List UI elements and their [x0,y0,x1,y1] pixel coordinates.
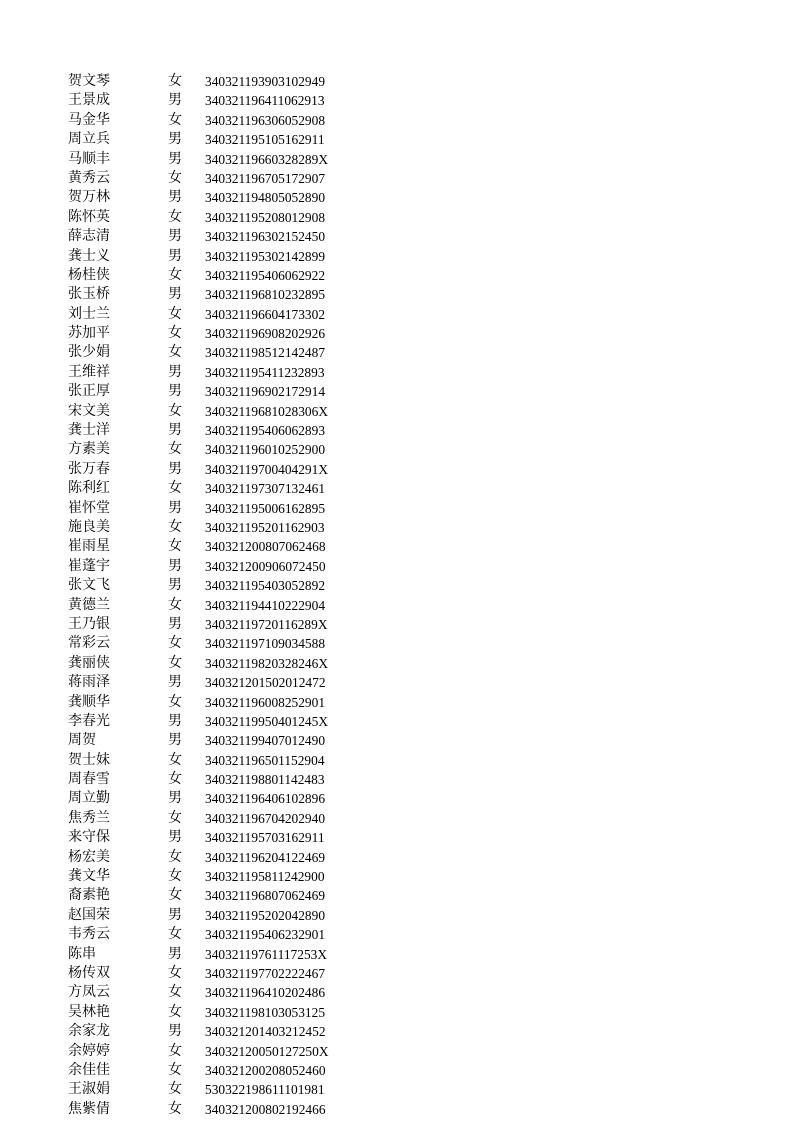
gender-cell: 男 [168,712,182,729]
gender-cell: 男 [168,945,182,962]
id-number-cell: 340321193903102949 [205,74,326,89]
name-cell: 黄秀云 [68,169,110,186]
name-cell: 常彩云 [68,635,110,652]
id-number-cell: 340321195406062893 [205,423,326,439]
id-number-cell: 340321196501152904 [205,752,325,768]
name-cell: 李春光 [68,712,110,729]
id-number-cell: 340321196604173302 [205,306,326,322]
id-number-cell: 340321196410202486 [205,985,326,1001]
gender-cell: 男 [168,383,182,400]
name-cell: 崔雨星 [68,538,110,555]
gender-cell: 女 [168,518,182,535]
id-number-cell: 340321196406102896 [205,791,326,807]
id-number-cell: 340321195202042890 [205,907,326,923]
id-number-cell: 340321196010252900 [205,442,326,458]
gender-cell: 男 [168,829,182,846]
id-number-cell: 340321196705172907 [205,170,326,186]
gender-cell: 女 [168,868,182,885]
gender-cell: 女 [168,1100,182,1117]
name-cell: 黄德兰 [68,596,110,613]
id-number-cell: 34032119820328246X [205,655,328,671]
name-cell: 崔蓬宇 [68,557,110,574]
id-number-cell: 340321197109034588 [205,636,326,652]
id-number-cell: 340321195105162911 [205,132,325,148]
name-cell: 龚士义 [68,247,110,264]
gender-cell: 男 [168,150,182,167]
id-number-cell: 340321195411232893 [205,364,325,380]
id-number-cell: 34032119950401245X [205,713,328,729]
id-number-cell: 340321194805052890 [205,190,326,206]
name-cell: 方素美 [68,441,110,458]
gender-cell: 女 [168,654,182,671]
id-number-cell: 340321200807062468 [205,539,326,555]
id-number-cell: 34032119660328289X [205,151,328,167]
id-number-cell: 340321200906072450 [205,558,326,574]
id-number-cell: 34032120050127250X [205,1043,329,1059]
gender-cell: 女 [168,1042,182,1059]
gender-cell: 男 [168,460,182,477]
name-cell: 施良美 [68,518,110,535]
id-number-cell: 340321196411062913 [205,93,325,109]
gender-cell: 女 [168,964,182,981]
gender-cell: 女 [168,771,182,788]
gender-cell: 男 [168,674,182,691]
gender-cell: 女 [168,809,182,826]
id-number-cell: 34032119720116289X [205,616,328,632]
id-number-cell: 340321196302152450 [205,229,326,245]
name-cell: 杨宏美 [68,848,110,865]
gender-cell: 女 [168,848,182,865]
id-number-cell: 340321200802192466 [205,1101,326,1117]
gender-cell: 女 [168,480,182,497]
name-cell: 贺士妹 [68,751,110,768]
id-number-cell: 340321195208012908 [205,209,326,225]
gender-cell: 男 [168,131,182,148]
name-cell: 周立兵 [68,131,110,148]
gender-cell: 女 [168,441,182,458]
name-cell: 陈利红 [68,480,110,497]
id-number-cell: 340321196902172914 [205,384,326,400]
gender-cell: 女 [168,266,182,283]
id-number-cell: 340321196908202926 [205,326,326,342]
name-cell: 焦秀兰 [68,809,110,826]
id-number-cell: 340321195201162903 [205,519,325,535]
name-cell: 龚文华 [68,868,110,885]
id-number-cell: 340321201502012472 [205,675,326,691]
gender-cell: 男 [168,790,182,807]
gender-cell: 女 [168,887,182,904]
gender-cell: 男 [168,557,182,574]
name-cell: 王维祥 [68,363,110,380]
gender-cell: 男 [168,92,182,109]
name-cell: 王淑娟 [68,1081,110,1098]
id-number-cell: 34032119761117253X [205,946,327,962]
id-number-cell: 340321196704202940 [205,810,326,826]
id-number-cell: 34032119700404291X [205,461,328,477]
name-cell: 张玉桥 [68,286,110,303]
gender-cell: 男 [168,247,182,264]
id-number-cell: 340321198512142487 [205,345,326,361]
id-number-cell: 340321201403212452 [205,1024,326,1040]
gender-cell: 女 [168,111,182,128]
gender-cell: 男 [168,499,182,516]
name-cell: 吴林艳 [68,1003,110,1020]
gender-cell: 女 [168,751,182,768]
name-cell: 薛志清 [68,228,110,245]
id-number-cell: 340321197702222467 [205,965,326,981]
name-cell: 周立勤 [68,790,110,807]
id-number-cell: 340321195403052892 [205,578,326,594]
gender-cell: 男 [168,363,182,380]
gender-cell: 女 [168,1061,182,1078]
id-number-cell: 340321200208052460 [205,1062,326,1078]
name-cell: 韦秀云 [68,926,110,943]
gender-cell: 女 [168,984,182,1001]
gender-cell: 男 [168,1023,182,1040]
name-cell: 周春雪 [68,771,110,788]
name-cell: 余家龙 [68,1023,110,1040]
name-cell: 张少娟 [68,344,110,361]
name-cell: 张文飞 [68,577,110,594]
gender-cell: 男 [168,228,182,245]
name-cell: 龚士洋 [68,422,110,439]
name-cell: 周贺 [68,732,96,749]
name-cell: 余婷婷 [68,1042,110,1059]
name-cell: 贺万林 [68,189,110,206]
name-cell: 来守保 [68,829,110,846]
name-cell: 马顺丰 [68,150,110,167]
gender-cell: 女 [168,1003,182,1020]
name-cell: 裔素艳 [68,887,110,904]
gender-cell: 男 [168,189,182,206]
id-number-cell: 34032119681028306X [205,403,328,419]
id-number-cell: 530322198611101981 [205,1082,325,1098]
gender-cell: 女 [168,402,182,419]
id-number-cell: 340321195811242900 [205,869,325,885]
gender-cell: 女 [168,693,182,710]
id-number-cell: 340321195302142899 [205,248,326,264]
id-number-cell: 340321196204122469 [205,849,326,865]
id-number-cell: 340321196810232895 [205,287,326,303]
gender-cell: 女 [168,73,182,89]
name-cell: 宋文美 [68,402,110,419]
name-cell: 陈串 [68,945,96,962]
id-number-cell: 340321198801142483 [205,772,325,788]
name-cell: 赵国荣 [68,906,110,923]
name-cell: 马金华 [68,111,110,128]
id-number-cell: 340321197307132461 [205,481,326,497]
gender-cell: 女 [168,635,182,652]
name-cell: 张正厚 [68,383,110,400]
name-cell: 龚丽侠 [68,654,110,671]
id-number-cell: 340321195406232901 [205,927,326,943]
gender-cell: 女 [168,596,182,613]
gender-cell: 男 [168,906,182,923]
name-cell: 刘士兰 [68,305,110,322]
id-number-cell: 340321194410222904 [205,597,326,613]
name-cell: 陈怀英 [68,208,110,225]
name-cell: 蒋雨泽 [68,674,110,691]
gender-cell: 女 [168,538,182,555]
name-cell: 龚顺华 [68,693,110,710]
name-cell: 王景成 [68,92,110,109]
gender-cell: 男 [168,577,182,594]
gender-cell: 女 [168,344,182,361]
id-number-cell: 340321199407012490 [205,733,326,749]
gender-cell: 女 [168,325,182,342]
gender-cell: 男 [168,286,182,303]
name-cell: 杨传双 [68,964,110,981]
name-cell: 张万春 [68,460,110,477]
gender-cell: 女 [168,1081,182,1098]
gender-cell: 男 [168,615,182,632]
id-number-cell: 340321195006162895 [205,500,326,516]
id-number-cell: 340321198103053125 [205,1004,326,1020]
gender-cell: 女 [168,208,182,225]
gender-cell: 女 [168,305,182,322]
name-cell: 王乃银 [68,615,110,632]
name-cell: 苏加平 [68,325,110,342]
id-number-cell: 340321195406062922 [205,267,326,283]
id-number-cell: 340321196306052908 [205,112,326,128]
gender-cell: 女 [168,926,182,943]
gender-cell: 男 [168,732,182,749]
name-cell: 焦紫倩 [68,1100,110,1117]
gender-cell: 男 [168,422,182,439]
name-cell: 方凤云 [68,984,110,1001]
id-number-cell: 340321196008252901 [205,694,326,710]
gender-cell: 女 [168,169,182,186]
id-number-cell: 340321195703162911 [205,830,325,846]
name-cell: 余佳佳 [68,1061,110,1078]
name-cell: 杨桂侠 [68,266,110,283]
name-cell: 崔怀堂 [68,499,110,516]
name-cell: 贺文琴 [68,73,110,89]
id-number-cell: 340321196807062469 [205,888,326,904]
